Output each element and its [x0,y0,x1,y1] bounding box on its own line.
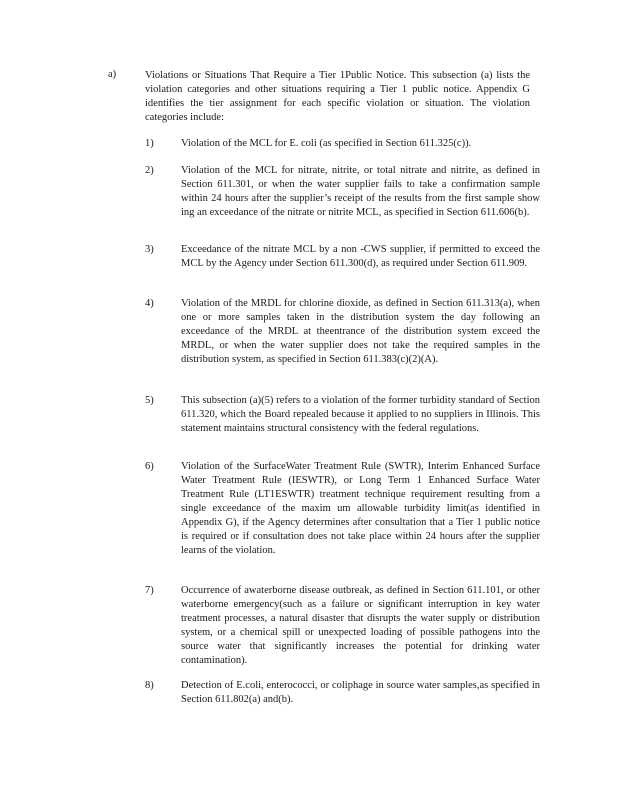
section-label: a) [108,69,117,80]
item-text: Violation of the MRDL for chlorine dioxide, as defined in Section 611.313(a), when one or more samples taken in the distribution system the day following an exceedance of the MRDL at theentrance of the distribution system exceed the MRDL, or when the water supplier does not take the required samples in the distribution system, as specified in Section 611.383(c)(2)(A). [181,298,540,365]
item-text: Occurrence of awaterborne disease outbreak, as defined in Section 611.101, or other waterborne emergency(such as a failure or significant interruption in key water treatment processes, a natural disaster that disrupts the water supply or distribution system, or a chemical spill or unexpected loading of possible pathogens into the source water that significantly increases the potential for drinking water contamination). [181,585,540,666]
item-text: Violation of the MCL for nitrate, nitrite, or total nitrate and nitrite, as defined in Section 611.301, or when the water supplier fails to take a confirmation sample within 24 hours after the supplier’s receipt of the results from the first sample show ing an exceedance of the nitrate or nitrite MCL, as specified in Section 611.606(b). [181,165,540,218]
item-number: 2) [145,165,154,176]
item-text: Detection of E.coli, enterococci, or coliphage in source water samples,as specified in Section 611.802(a) and(b). [181,680,540,705]
item-text: This subsection (a)(5) refers to a violation of the former turbidity standard of Section 611.320, which the Board repealed because it applied to no suppliers in Illinois. This statement maintains structural consistency with the federal regulations. [181,395,540,434]
item-text: Exceedance of the nitrate MCL by a non -CWS supplier, if permitted to exceed the MCL by the Agency under Section 611.300(d), as required under Section 611.909. [181,244,540,269]
item-number: 1) [145,138,154,149]
item-number: 3) [145,244,154,255]
item-text: Violation of the MCL for E. coli (as specified in Section 611.325(c)). [181,138,472,149]
item-number: 8) [145,680,154,691]
item-number: 5) [145,395,154,406]
item-number: 7) [145,585,154,596]
item-text: Violation of the SurfaceWater Treatment Rule (SWTR), Interim Enhanced Surface Water Treatment Rule (IESWTR), or Long Term 1 Enhanced Surface Water Treatment Rule (LT1ESWTR) treatment technique requirement resulting from a single exceedance of the maxim um allowable turbidity limit(as identified in Appendix G), if the Agency determines after consultation that a Tier 1 public notice is required or if consultation does not take place within 24 hours after the supplier learns of the violation. [181,461,540,556]
item-number: 4) [145,298,154,309]
section-intro: Violations or Situations That Require a Tier 1Public Notice. This subsection (a) lists the violation categories and other situations requiring a Tier 1 public notice. Appendix G identifies the tier assignment for each specific violation or situation. The violation categories include: [145,70,530,123]
item-number: 6) [145,461,154,472]
